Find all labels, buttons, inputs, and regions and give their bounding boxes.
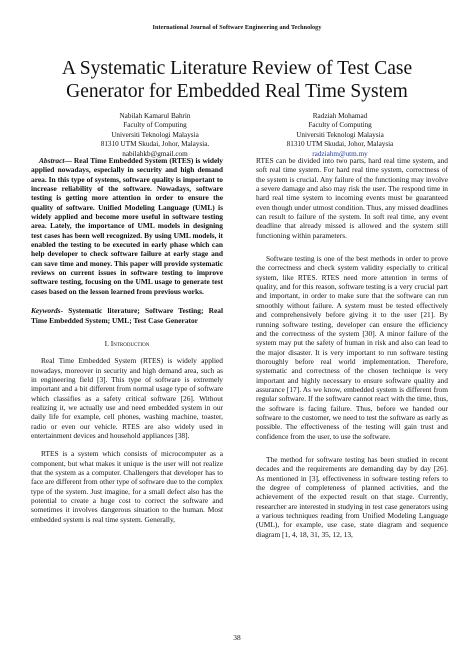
author-name: Radziah Mohamad — [312, 112, 368, 120]
body-paragraph: Software testing is one of the best methods in order to prove the correctness and check system validity especially to critical system, like RTES. RTES need more attention in terms of quality, and for this reason, software testing is a very crucial part and important, in order to make sure that the software can run smoothly without failure. A system must be tested effectively and comprehensively before giving it to the user [21]. By running software testing, developer can ensure the efficiency and the correctness of the system [30]. A minor failure of the system may put the safety of human in risk and also can lead to the major disaster. It is very important to run software testing thoroughly before real world implementation. Therefore, systematic and correctness of the chosen technique is very important and highly necessary to ensure software quality and assurance [17]. As we know, embedded system is different from regular software. If the software cannot react with the time, thus, the software is facing failure. Thus, before we handed our software to the customer, we need to test the software as early as possible. The effectiveness of the testing will gain trust and confidence from the user, to use the software. — [256, 254, 448, 441]
journal-header: International Journal of Software Engineering and Technology — [152, 24, 322, 31]
author-name: Nabilah Kamarul Bahrin — [119, 112, 191, 120]
author-email: nabilahkb@gmail.com — [122, 149, 188, 158]
page-number: 38 — [233, 633, 241, 642]
keywords — [31, 306, 223, 325]
keywords-label: Keywords- — [31, 306, 64, 316]
keywords-text: Systematic literature; Software Testing; Real Time Embedded System; UML; Test Case Generator — [31, 306, 223, 325]
abstract — [31, 156, 223, 296]
abstract-text: Real Time Embedded System (RTES) is widely applied nowadays, especially in security and high demand area. In this type of systems, software quality is important to increase reliability of the software. Nowadays, software testing is getting more attention in order to ensure the quality of software. Unified Modeling Language (UML) is widely applied and become more useful in software testing area. Lately, the importance of UML models in designing test cases has been well recognized. By using UML models, it enabled the testing to be executed in early phase which can help developer to check software failure at early stage and can save time and money. This paper will provide systematic reviews on current issues in software testing to improve software testing, focusing on the UML usage to generate test cases based on the lesson learned from previous works. — [31, 156, 223, 296]
author-block-1 — [70, 112, 240, 159]
author-address: 81310 UTM Skudai, Johor, Malaysia. — [100, 140, 210, 149]
section-heading-introduction: I. Introduction — [104, 338, 150, 348]
body-paragraph: The method for software testing has been studied in recent decades and the requirements are demanding day by day [26]. As mentioned in [3], effectiveness in software testing refers to the degree of completeness of planned activities, and the achievement of the expected result on that stage. Currently, researcher are interested in studying in test case generators using a various techniques reading from Unified Modeling Language (UML), for example, use case, state diagram and sequence diagram [1, 4, 18, 31, 35, 12, 13, — [256, 454, 448, 539]
author-email-link[interactable]: radziahm@utm.my — [312, 149, 368, 158]
author-university: Universiti Teknologi Malaysia — [111, 130, 199, 139]
author-department: Faculty of Computing — [308, 121, 372, 130]
author-university: Universiti Teknologi Malaysia — [296, 130, 384, 139]
body-paragraph: RTES can be divided into two parts, hard real time system, and soft real time system. For hard real time system, correctness of the system is crucial. Any failure of the functioning may involve a severe damage and also may risk the user. The respond time in hard real time system to incoming events must be guaranteed even though under utmost condition. Thus, any missed deadlines can result to failure of the system. In soft real time, any event deadline that already missed is allowed and the system still functioning within parameters. — [256, 156, 448, 240]
intro-paragraph: Real Time Embedded System (RTES) is widely applied nowadays, moreover in security and high demand area, such as in engineering field [3]. This type of software is extremely important and a bit different from normal usage type of software which classifies as a safety critical software [26]. Without realizing it, we actually use and need embedded system in our daily life for example, cell phones, washing machine, toaster, radio or even our vehicle. RTES are also widely used in entertainment devices and household appliances [38]. — [31, 356, 223, 440]
right-column — [256, 156, 448, 539]
paper-title: A Systematic Literature Review of Test Case Generator for Embedded Real Time System — [61, 58, 413, 102]
abstract-label: Abstract— — [39, 156, 72, 165]
left-column — [31, 156, 223, 524]
author-department: Faculty of Computing — [123, 121, 187, 130]
author-address: 81310 UTM Skudai, Johor, Malaysia — [286, 140, 394, 149]
intro-paragraph: RTES is a system which consists of microcomputer as a component, but what makes it unique is the user will not realize that the system as a computer. Challengers that developer has to face are different from other type of software due to the complex type of the system. Just imagine, for a small defect also has the potential to create a huge cost to correct the software and sometimes it involves dangerous situation to the human. Most embedded system is real time system. Generally, — [31, 449, 223, 524]
author-block-2 — [255, 112, 425, 159]
